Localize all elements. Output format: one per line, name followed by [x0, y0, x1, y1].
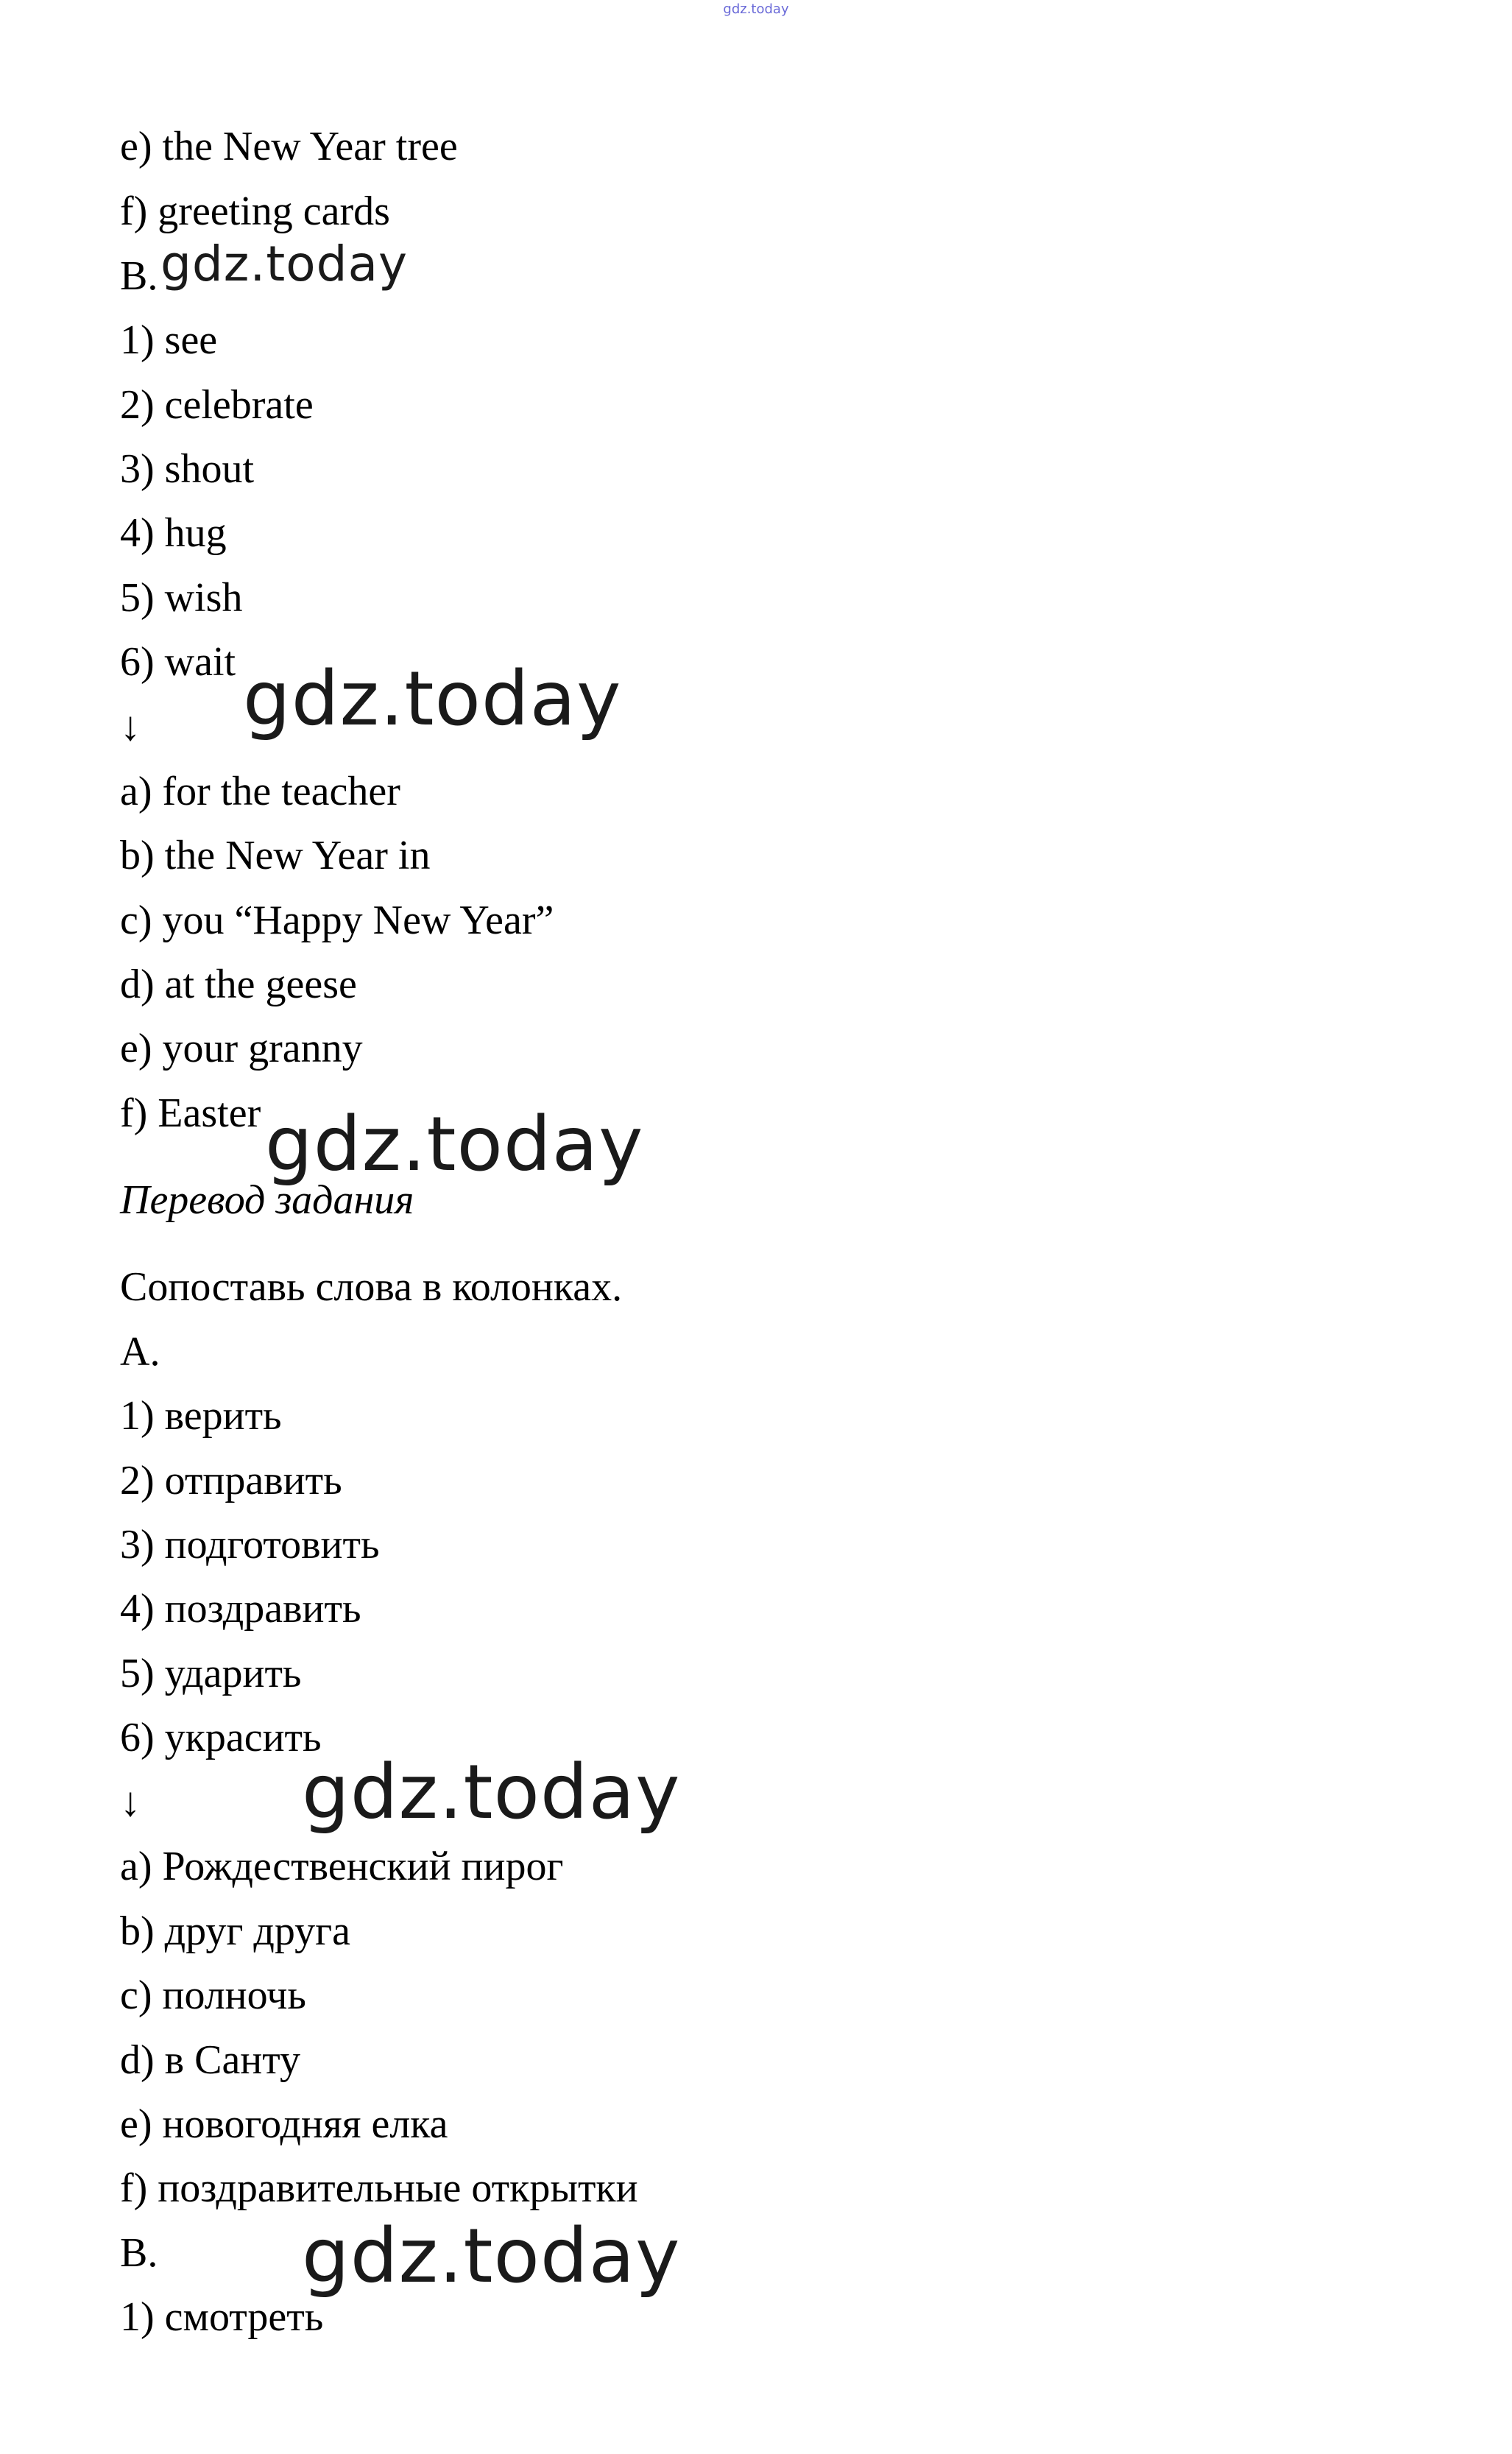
text-line: 1) верить — [120, 1393, 282, 1439]
text-line: d) at the geese — [120, 962, 357, 1007]
text-line: a) Рождественский пирог — [120, 1844, 564, 1889]
text-line: b) друг друга — [120, 1908, 350, 1954]
text-line: 5) ударить — [120, 1651, 302, 1696]
text-line: f) greeting cards — [120, 188, 390, 234]
down-arrow: ↓ — [120, 1780, 141, 1825]
text-line: Сопоставь слова в колонках. — [120, 1264, 623, 1310]
text-line: 4) hug — [120, 510, 227, 556]
watermark: gdz.today — [265, 1101, 644, 1188]
watermark: gdz.today — [302, 2213, 681, 2300]
text-line: А. — [120, 1329, 160, 1375]
section-heading: Перевод задания — [120, 1177, 414, 1223]
text-line: 2) отправить — [120, 1458, 342, 1503]
text-line: 5) wish — [120, 575, 243, 621]
text-line: 6) украсить — [120, 1715, 322, 1760]
text-line: c) you “Happy New Year” — [120, 898, 554, 943]
text-line: b) the New Year in — [120, 833, 431, 878]
text-line: f) поздравительные открытки — [120, 2165, 638, 2211]
text-line: e) новогодняя елка — [120, 2101, 448, 2147]
text-line: 2) celebrate — [120, 382, 314, 428]
text-line: 4) поздравить — [120, 1586, 361, 1632]
text-line: 3) shout — [120, 446, 254, 492]
text-line: 1) see — [120, 317, 218, 363]
text-line: c) полночь — [120, 1972, 306, 2018]
text-line: e) your granny — [120, 1026, 363, 1071]
text-line: В. — [120, 2230, 158, 2276]
text-line: d) в Санту — [120, 2037, 300, 2083]
watermark: gdz.today — [243, 655, 622, 743]
text-line: 3) подготовить — [120, 1522, 380, 1568]
watermark: gdz.today — [160, 236, 409, 292]
text-line: 6) wait — [120, 639, 236, 685]
text-line: f) Easter — [120, 1090, 261, 1136]
text-line: e) the New Year tree — [120, 124, 458, 169]
watermark: gdz.today — [302, 1749, 681, 1836]
header-watermark: gdz.today — [723, 1, 789, 17]
down-arrow: ↓ — [120, 704, 141, 750]
text-line: B. — [120, 253, 158, 299]
text-line: 1) смотреть — [120, 2294, 324, 2340]
text-line: a) for the teacher — [120, 769, 400, 814]
